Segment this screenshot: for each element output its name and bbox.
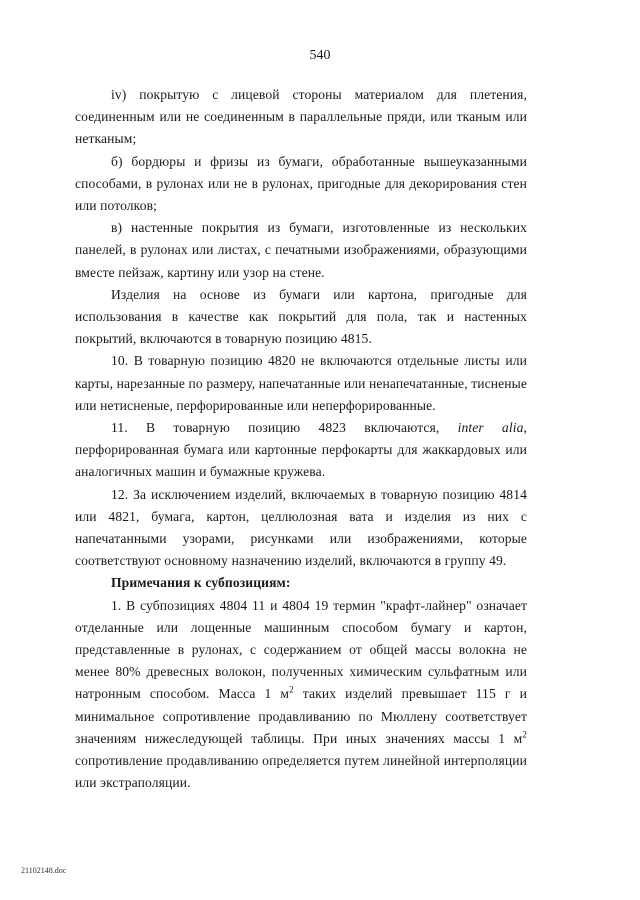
note-11-text-start: 11. В товарную позицию 4823 включаются, <box>111 420 458 436</box>
footer-filename: 21102148.doc <box>21 866 67 875</box>
inter-alia-term: inter alia <box>457 420 524 436</box>
subnote-1-text-c: сопротивление продавливанию определяется путем линейной интерполяции или экстраполяции. <box>75 753 527 791</box>
paragraph-subnote-1 <box>75 595 527 795</box>
paragraph-item-v: в) настенные покрытия из бумаги, изготовленные из нескольких панелей, в рулонах или листах, с печатными изображениями, образующими вместе пейзаж, картину или узор на стене. <box>75 220 527 280</box>
paragraph-note-11 <box>75 417 527 484</box>
paragraph-floor-coverings: Изделия на основе из бумаги или картона, пригодные для использования в качестве как покрытий для пола, так и настенных покрытий, включаются в товарную позицию 4815. <box>75 286 527 347</box>
subheading-and-notes: Примечания к субпозициям: <box>111 575 291 591</box>
superscript-2: 2 <box>289 684 294 695</box>
paragraph-item-b: б) бордюры и фризы из бумаги, обработанные вышеуказанными способами, в рулонах или не в рулонах, пригодные для декорирования стен или потолков; <box>75 153 527 214</box>
subnote-1-text-a: 1. В субпозициях 4804 11 и 4804 19 термин "крафт-лайнер" означает отделанные или лощенные машинным способом бумагу и картон, представленные в рулонах, с содержанием от общей массы волокна не менее 80% древесных волокон, полученных химическим сульфатным или натронным способом. Масса 1 м <box>75 597 527 702</box>
superscript-2: 2 <box>522 729 527 740</box>
paragraph-item-iv: iv) покрытую с лицевой стороны материалом для плетения, соединенным или не соединенным в параллельные пряди, или тканым или нетканым; <box>75 87 527 147</box>
document-body <box>75 84 527 795</box>
note-11-text-end: , перфорированная бумага или картонные перфокарты для жаккардовых или аналогичных машин и бумажные кружева. <box>75 420 527 480</box>
paragraph-note-10: 10. В товарную позицию 4820 не включаются отдельные листы или карты, нарезанные по размеру, напечатанные или ненапечатанные, тисненые или нетисненые, перфорированные или неперфорированные. <box>75 353 527 413</box>
subnote-1-text-b: таких изделий превышает 115 г и минимальное сопротивление продавливанию по Мюллену соответствует значениям нижеследующей таблицы. При иных значениях массы 1 м <box>75 686 527 746</box>
paragraph-note-12: 12. За исключением изделий, включаемых в товарную позицию 4814 или 4821, бумага, картон, целлюлозная вата и изделия из них с напечатанными узорами, рисунками или изображениями, которые соответствуют основному назначению изделий, включаются в группу 49. <box>75 486 527 569</box>
page-number: 540 <box>309 48 331 63</box>
